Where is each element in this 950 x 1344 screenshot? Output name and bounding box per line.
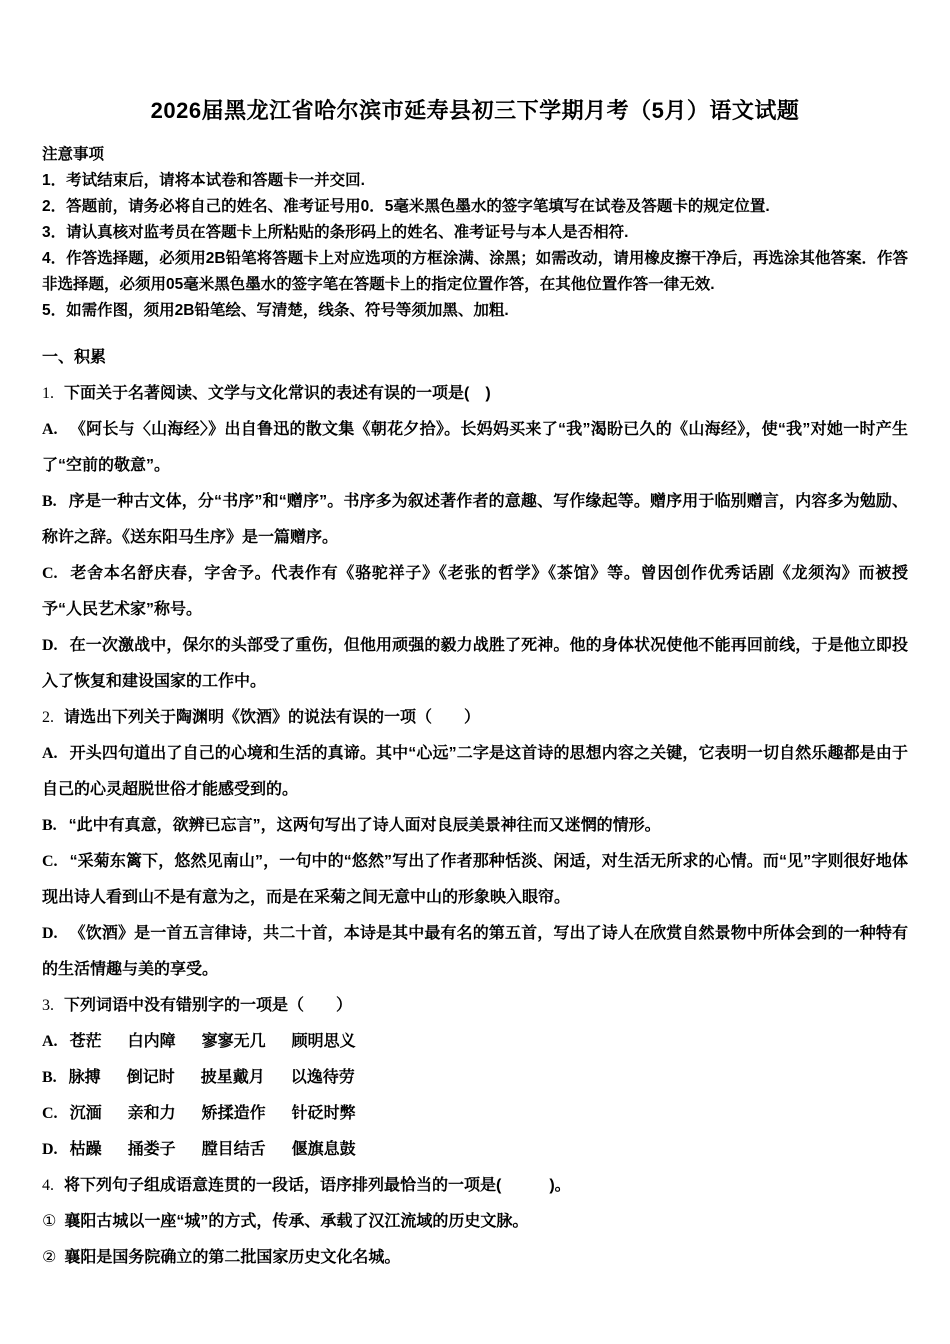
sentence-row-1 [42, 1204, 908, 1240]
sentence-text: 襄阳是国务院确立的第二批国家历史文化名城。 [64, 1249, 401, 1266]
question-4 [42, 1168, 908, 1276]
option-row-a [42, 736, 908, 808]
notice-item: 2．答题前，请务必将自己的姓名、准考证号用0．5毫米黑色墨水的签字笔填写在试卷及答题卡的规定位置. [42, 198, 770, 215]
circled-number: ② [42, 1249, 57, 1266]
circled-number: ① [42, 1213, 57, 1230]
notice-heading: 注意事项 [42, 146, 105, 163]
option-label: B. [42, 1069, 57, 1086]
word-item: 矫揉造作 [201, 1105, 266, 1122]
question-stem-row [42, 988, 908, 1024]
word-item: 披星戴月 [200, 1069, 265, 1086]
notice-item: 3．请认真核对监考员在答题卡上所粘贴的条形码上的姓名、准考证号与本人是否相符. [42, 224, 629, 241]
notice-section [42, 142, 908, 324]
option-row-c [42, 1096, 908, 1132]
question-stem: 下列词语中没有错别字的一项是（ ） [64, 997, 353, 1014]
option-row-a [42, 412, 908, 484]
option-label: C. [42, 853, 58, 870]
word-item: 膛目结舌 [201, 1141, 266, 1158]
word-item: 亲和力 [127, 1105, 176, 1122]
notice-item: 5．如需作图，须用2B铅笔绘、写清楚，线条、符号等须加黑、加粗. [42, 302, 509, 319]
word-item: 苍茫 [69, 1033, 102, 1050]
option-label: A. [42, 745, 58, 762]
option-label: C. [42, 565, 58, 582]
word-item: 倒记时 [126, 1069, 175, 1086]
option-label: B. [42, 493, 57, 510]
question-stem-row [42, 1168, 908, 1204]
questions-area [42, 340, 908, 1276]
option-text: “采菊东篱下，悠然见南山”，一句中的“悠然”写出了作者那种恬淡、闲适，对生活无所求的心情。而“见”字则很好地体现出诗人看到山不是有意为之，而是在采菊之间无意中山的形象映入眼帘。 [42, 853, 908, 906]
option-text: “此中有真意，欲辨已忘言”，这两句写出了诗人面对良辰美景神往而又迷惘的情形。 [68, 817, 661, 834]
word-item: 脉搏 [68, 1069, 101, 1086]
word-item: 白内障 [127, 1033, 176, 1050]
option-label: D. [42, 925, 58, 942]
notice-item: 4．作答选择题，必须用2B铅笔将答题卡上对应选项的方框涂满、涂黑；如需改动，请用橡皮擦干净后，再选涂其他答案．作答非选择题，必须用05毫米黑色墨水的签字笔在答题卡上的指定位置作答，在其他位置作答一律无效. [42, 250, 908, 293]
option-row-b [42, 1060, 908, 1096]
question-stem-row [42, 700, 908, 736]
option-row-c [42, 844, 908, 916]
option-text: 《阿长与〈山海经〉》出自鲁迅的散文集《朝花夕拾》。长妈妈买来了“我”渴盼已久的《山海经》，使“我”对她一时产生了“空前的敬意”。 [42, 421, 908, 474]
option-label: A. [42, 421, 58, 438]
question-stem: 将下列句子组成语意连贯的一段话，语序排列最恰当的一项是( )。 [64, 1177, 571, 1194]
option-text: 序是一种古文体，分“书序”和“赠序”。书序多为叙述著作者的意趣、写作缘起等。赠序用于临别赠言，内容多为勉励、称许之辞。《送东阳马生序》是一篇赠序。 [42, 493, 908, 546]
option-text: 在一次激战中，保尔的头部受了重伤，但他用顽强的毅力战胜了死神。他的身体状况使他不能再回前线，于是他立即投入了恢复和建设国家的工作中。 [42, 637, 908, 690]
option-row-b [42, 808, 908, 844]
question-3 [42, 988, 908, 1168]
word-item: 以逸待劳 [290, 1069, 355, 1086]
sentence-row-2 [42, 1240, 908, 1276]
option-row-d [42, 1132, 908, 1168]
question-stem: 请选出下列关于陶渊明《饮酒》的说法有误的一项（ ） [64, 709, 481, 726]
option-text: 开头四句道出了自己的心境和生活的真谛。其中“心远”二字是这首诗的思想内容之关键，它表明一切自然乐趣都是由于自己的心灵超脱世俗才能感受到的。 [42, 745, 908, 798]
question-number: 2. [42, 709, 54, 726]
word-item: 针砭时弊 [291, 1105, 356, 1122]
question-number: 3. [42, 997, 54, 1014]
question-stem-row [42, 376, 908, 412]
word-item: 枯躁 [69, 1141, 102, 1158]
question-number: 1. [42, 385, 54, 402]
word-item: 偃旗息鼓 [291, 1141, 356, 1158]
option-label: B. [42, 817, 57, 834]
option-row-d [42, 628, 908, 700]
option-row-d [42, 916, 908, 988]
option-label: D. [42, 637, 58, 654]
question-2 [42, 700, 908, 988]
word-item: 寥寥无几 [201, 1033, 266, 1050]
sentence-text: 襄阳古城以一座“城”的方式，传承、承载了汉江流域的历史文脉。 [64, 1213, 529, 1230]
option-text: 《饮酒》是一首五言律诗，共二十首，本诗是其中最有名的第五首，写出了诗人在欣赏自然景物中所体会到的一种特有的生活情趣与美的享受。 [42, 925, 908, 978]
word-item: 顾明思义 [291, 1033, 356, 1050]
question-1 [42, 376, 908, 700]
option-label: D. [42, 1141, 58, 1158]
option-label: C. [42, 1105, 58, 1122]
section-heading: 一、积累 [42, 349, 107, 366]
option-label: A. [42, 1033, 58, 1050]
option-text: 老舍本名舒庆春，字舍予。代表作有《骆驼祥子》《老张的哲学》《茶馆》等。曾因创作优秀话剧《龙须沟》而被授予“人民艺术家”称号。 [42, 565, 908, 618]
option-row-c [42, 556, 908, 628]
question-number: 4. [42, 1177, 54, 1194]
option-row-b [42, 484, 908, 556]
notice-item: 1．考试结束后，请将本试卷和答题卡一并交回. [42, 172, 365, 189]
question-stem: 下面关于名著阅读、文学与文化常识的表述有误的一项是( ) [64, 385, 491, 402]
page-title: 2026届黑龙江省哈尔滨市延寿县初三下学期月考（5月）语文试题 [150, 98, 800, 123]
word-item: 沉湎 [69, 1105, 102, 1122]
option-row-a [42, 1024, 908, 1060]
word-item: 捅娄子 [127, 1141, 176, 1158]
